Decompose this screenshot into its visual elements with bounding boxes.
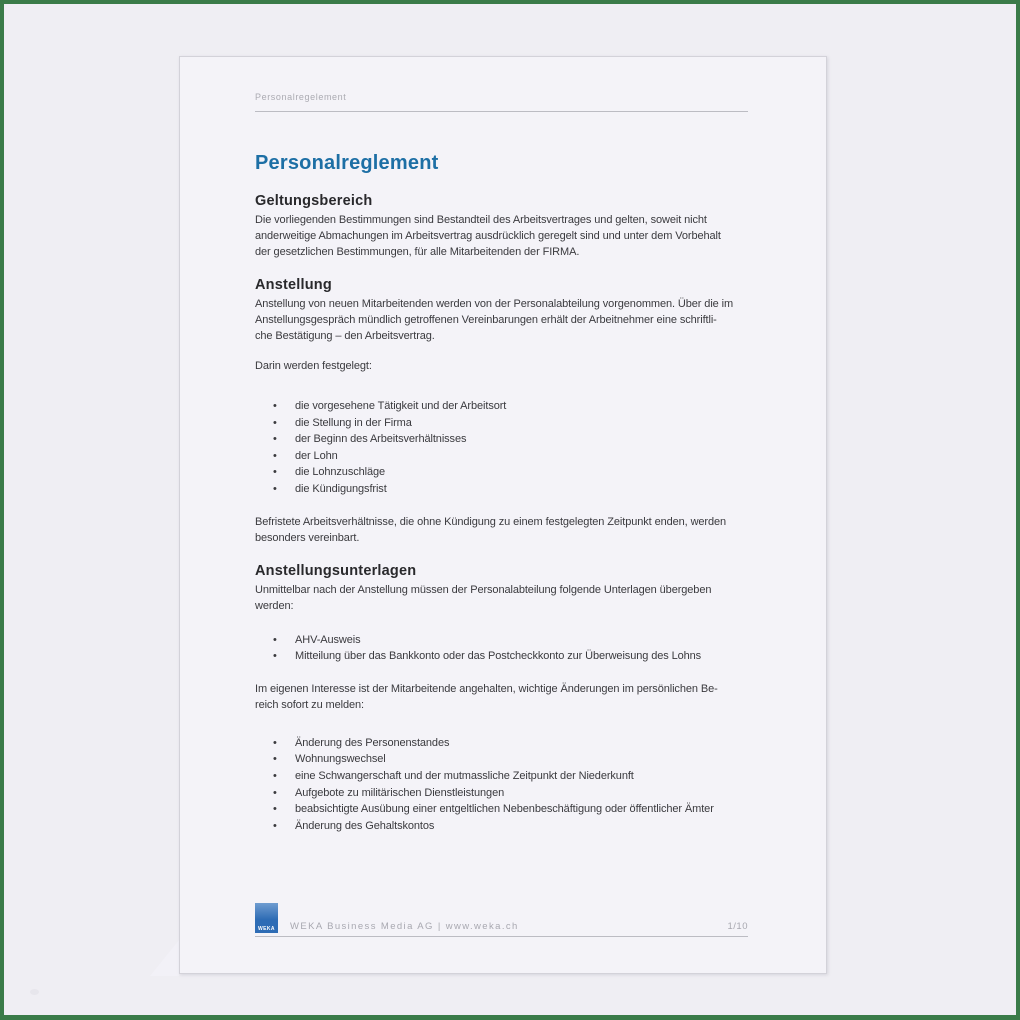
running-header <box>255 57 748 112</box>
paragraph-aenderungen-melden <box>255 681 748 713</box>
page-content <box>180 57 826 973</box>
text-line: werden: <box>255 599 294 612</box>
text-line: che Bestätigung – den Arbeitsvertrag. <box>255 330 435 342</box>
footer-page-number: 1/10 <box>727 921 748 932</box>
text-line: Darin werden festgelegt: <box>255 360 372 372</box>
section-heading-geltungsbereich: Geltungsbereich <box>255 193 373 209</box>
page-footer <box>255 903 748 937</box>
list-item: • Aufgebote zu militärischen Dienstleistungen <box>255 785 748 802</box>
list-item: • Änderung des Personenstandes <box>255 735 748 752</box>
bullet-list-meldepflichten <box>255 735 748 835</box>
footer-company-text: WEKA Business Media AG | www.weka.ch <box>290 921 519 932</box>
paragraph-unterlagen-intro <box>255 582 748 614</box>
text-line: anderweitige Abmachungen im Arbeitsvertrag ausdrücklich geregelt sind und unter dem Vorbehalt <box>255 230 721 242</box>
list-item: • beabsichtigte Ausübung einer entgeltlichen Nebenbeschäftigung oder öffentlicher Ämter <box>255 801 748 818</box>
list-item: • die Stellung in der Firma <box>255 415 748 432</box>
text-line: Befristete Arbeitsverhältnisse, die ohne Kündigung zu einem festgelegten Zeitpunkt enden, werden <box>255 515 727 528</box>
paragraph-darin-festgelegt <box>255 358 748 374</box>
section-heading-anstellungsunterlagen: Anstellungsunterlagen <box>255 562 417 579</box>
running-header-text: Personalregelement <box>255 92 347 102</box>
list-item: • der Beginn des Arbeitsverhältnisses <box>255 431 748 448</box>
paragraph-geltungsbereich <box>255 212 748 260</box>
weka-logo-text: WEKA <box>258 926 275 932</box>
list-item: • die Kündigungsfrist <box>255 481 748 498</box>
section-heading-anstellung: Anstellung <box>255 277 332 293</box>
bullet-list-unterlagen <box>255 632 748 665</box>
text-line: Die vorliegenden Bestimmungen sind Bestandteil des Arbeitsvertrages und gelten, soweit nicht <box>255 214 707 226</box>
list-item: • der Lohn <box>255 448 748 465</box>
text-line: der gesetzlichen Bestimmungen, für alle Mitarbeitenden der FIRMA. <box>255 246 580 258</box>
scan-smudge <box>30 989 39 995</box>
list-item: • Mitteilung über das Bankkonto oder das Postcheckkonto zur Überweisung des Lohns <box>255 648 748 665</box>
page-title: Personalreglement <box>255 152 439 174</box>
list-item: • Wohnungswechsel <box>255 751 748 768</box>
paragraph-anstellung-intro <box>255 296 748 344</box>
text-line: Im eigenen Interesse ist der Mitarbeitende angehalten, wichtige Änderungen im persönlichen Be- <box>255 682 718 695</box>
text-line: Anstellungsgespräch mündlich getroffenen Vereinbarungen erhält der Arbeitnehmer eine schriftli- <box>255 314 717 326</box>
paragraph-befristete <box>255 514 748 546</box>
list-item: • Änderung des Gehaltskontos <box>255 818 748 835</box>
text-line: Unmittelbar nach der Anstellung müssen der Personalabteilung folgende Unterlagen übergeben <box>255 583 712 596</box>
text-line: reich sofort zu melden: <box>255 698 364 711</box>
list-item: • eine Schwangerschaft und der mutmassliche Zeitpunkt der Niederkunft <box>255 768 748 785</box>
list-item: • die Lohnzuschläge <box>255 464 748 481</box>
text-line: besonders vereinbart. <box>255 531 360 544</box>
weka-logo-icon <box>255 903 278 933</box>
document-page <box>179 56 827 974</box>
list-item: • AHV-Ausweis <box>255 632 748 649</box>
page-corner-fold <box>150 940 179 976</box>
list-item: • die vorgesehene Tätigkeit und der Arbeitsort <box>255 398 748 415</box>
text-line: Anstellung von neuen Mitarbeitenden werden von der Personalabteilung vorgenommen. Über die im <box>255 298 734 310</box>
bullet-list-arbeitsvertrag-inhalte <box>255 398 748 498</box>
